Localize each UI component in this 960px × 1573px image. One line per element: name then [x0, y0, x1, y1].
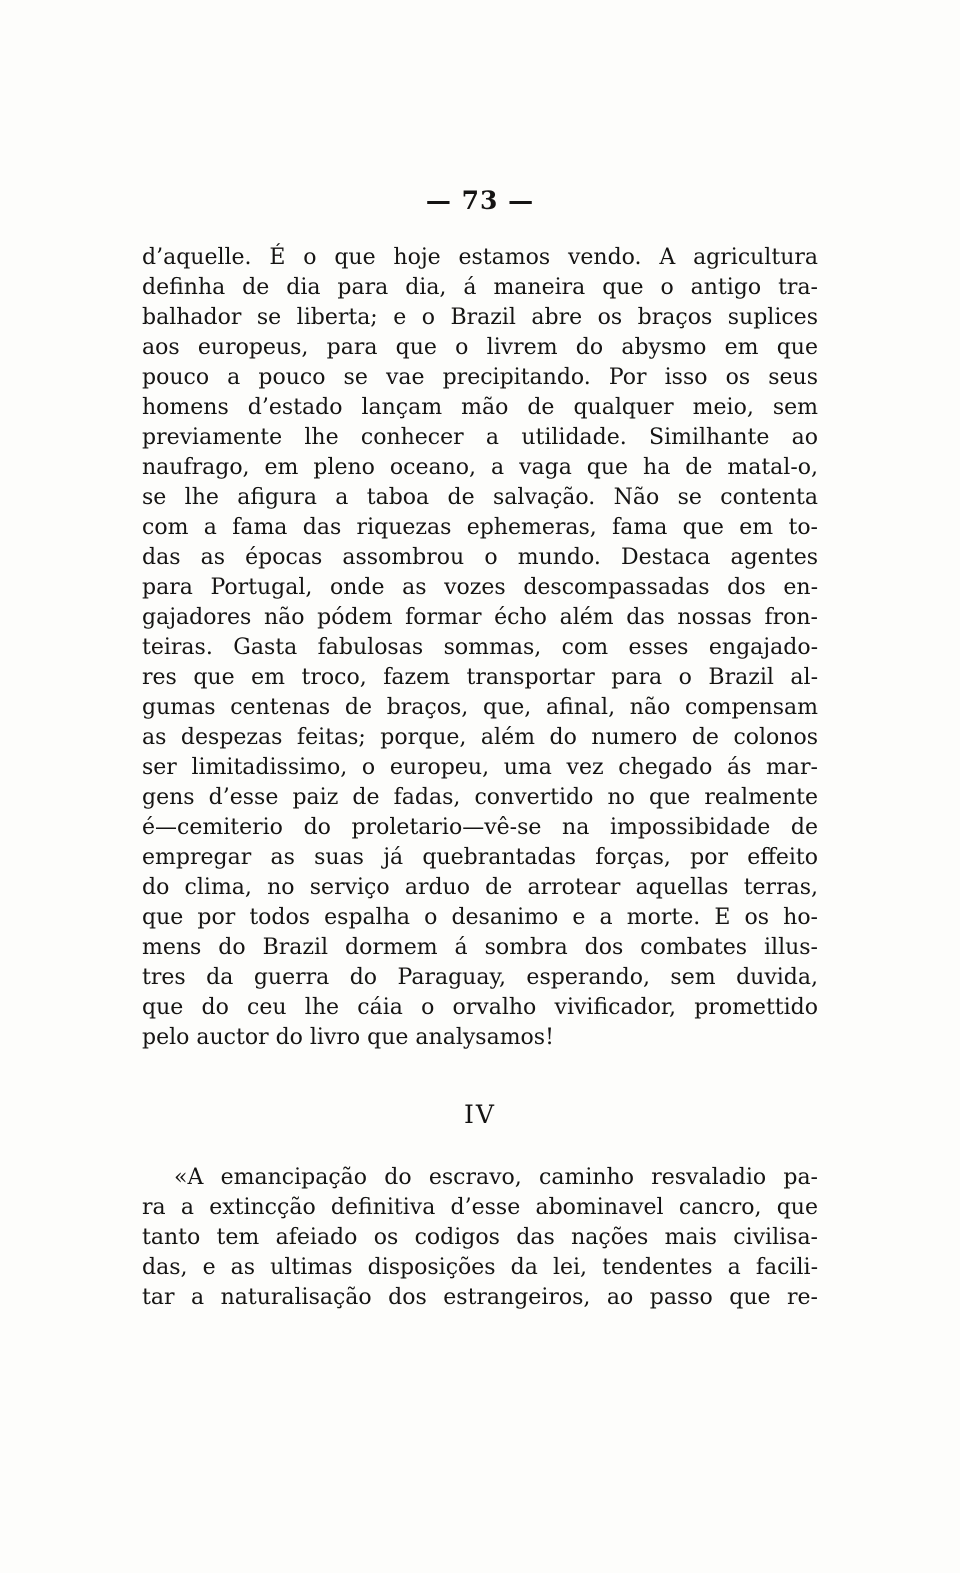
text-line: aos europeus, para que o livrem do abysmo em que — [142, 335, 818, 360]
text-line: gumas centenas de braços, que, afinal, não compensam — [142, 695, 818, 720]
text-line: balhador se liberta; e o Brazil abre os braços suplices — [142, 305, 818, 330]
text-line: ser limitadissimo, o europeu, uma vez chegado ás mar- — [142, 755, 818, 780]
text-line: tres da guerra do Paraguay, esperando, sem duvida, — [142, 965, 818, 990]
page-number: — 73 — — [425, 186, 535, 215]
text-line: res que em troco, fazem transportar para o Brazil al- — [142, 665, 818, 690]
text-line: pelo auctor do livro que analysamos! — [142, 1025, 554, 1050]
text-line: para Portugal, onde as vozes descompassadas dos en- — [142, 575, 818, 600]
text-line: empregar as suas já quebrantadas forças, por effeito — [142, 845, 818, 870]
text-line: gens d’esse paiz de fadas, convertido no que realmente — [142, 785, 818, 810]
text-line: que do ceu lhe cáia o orvalho vivificador, promettido — [142, 995, 818, 1020]
text-line: que por todos espalha o desanimo e a morte. E os ho- — [142, 905, 818, 930]
text-line: gajadores não pódem formar écho além das nossas fron- — [142, 605, 818, 630]
text-line: homens d’estado lançam mão de qualquer meio, sem — [142, 395, 818, 420]
paragraph-2 — [142, 1163, 818, 1313]
text-line: «A emancipação do escravo, caminho resvaladio pa- — [174, 1165, 818, 1190]
text-line: ra a extincção definitiva d’esse abominavel cancro, que — [142, 1195, 818, 1220]
text-line: as despezas feitas; porque, além do numero de colonos — [142, 725, 818, 750]
text-line: mens do Brazil dormem á sombra dos combates illus- — [142, 935, 818, 960]
text-line: do clima, no serviço arduo de arrotear aquellas terras, — [142, 875, 818, 900]
section-heading: IV — [464, 1100, 496, 1129]
text-line: d’aquelle. É o que hoje estamos vendo. A agricultura — [142, 245, 818, 270]
text-line: das, e as ultimas disposições da lei, tendentes a facili- — [142, 1255, 818, 1280]
paragraph-1 — [142, 243, 818, 1053]
text-line: pouco a pouco se vae precipitando. Por isso os seus — [142, 365, 818, 390]
text-line: com a fama das riquezas ephemeras, fama que em to- — [142, 515, 818, 540]
text-line: previamente lhe conhecer a utilidade. Similhante ao — [142, 425, 818, 450]
text-line: teiras. Gasta fabulosas sommas, com esses engajado- — [142, 635, 818, 660]
text-line: das as épocas assombrou o mundo. Destaca agentes — [142, 545, 818, 570]
text-line: tar a naturalisação dos estrangeiros, ao passo que re- — [142, 1285, 818, 1310]
text-line: tanto tem afeiado os codigos das nações mais civilisa- — [142, 1225, 818, 1250]
text-line: é—cemiterio do proletario—vê-se na impossibidade de — [142, 815, 818, 840]
text-line: se lhe afigura a taboa de salvação. Não se contenta — [142, 485, 818, 510]
text-line: definha de dia para dia, á maneira que o antigo tra- — [142, 275, 818, 300]
text-line: naufrago, em pleno oceano, a vaga que ha de matal-o, — [142, 455, 818, 480]
